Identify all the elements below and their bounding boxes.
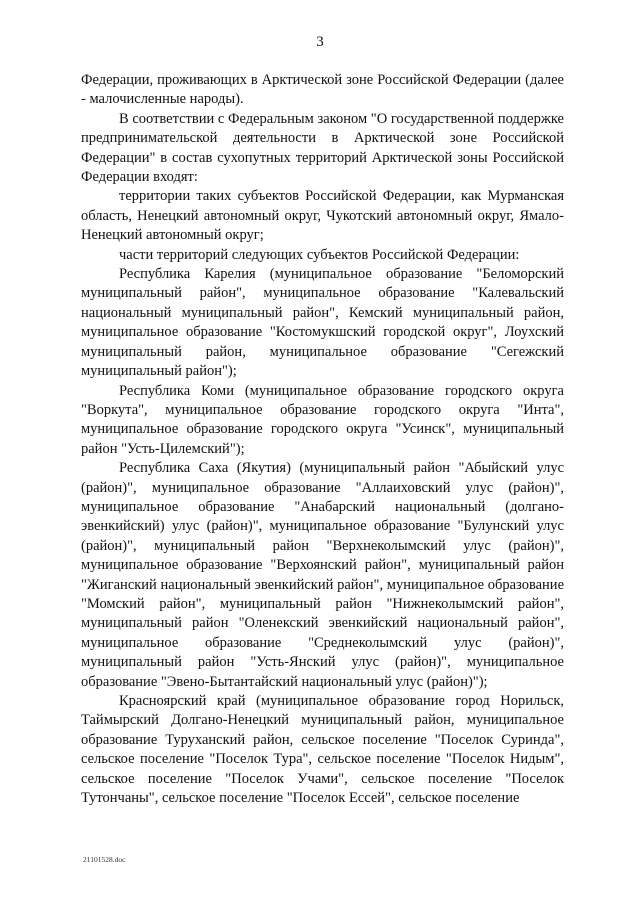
paragraph-full-subjects: территории таких субъектов Российской Федерации, как Мурманская область, Ненецкий автономный округ, Чукотский автономный округ, Ямало-Ненецкий автономный округ; xyxy=(81,188,564,244)
paragraph-komi: Республика Коми (муниципальное образование городского округа "Воркута", муниципальное образование городского округа "Инта", муниципальное образование городского округа "Усинск", муниципальный район "Усть-Цилемский"); xyxy=(81,382,564,457)
document-body xyxy=(81,71,564,808)
page-number: 3 xyxy=(316,34,324,50)
paragraph-krasnoyarsk: Красноярский край (муниципальное образование город Норильск, Таймырский Долгано-Ненецкий муниципальный район, муниципальное образование Туруханский район, сельское поселение "Поселок Суринда", сельское поселение "Поселок Тура", сельское поселение "Поселок Нидым", сельское поселение "Поселок Учами", сельское поселение "Поселок Тутончаны", сельское поселение "Поселок Ессей", сельское поселение xyxy=(81,693,564,807)
paragraph-partial-subjects: части территорий следующих субъектов Российской Федерации: xyxy=(119,246,520,263)
paragraph-yakutia: Республика Саха (Якутия) (муниципальный район "Абыйский улус (район)", муниципальное образование "Аллаиховский улус (район)", муниципальное образование "Анабарский национальный (долгано-эвенкийский) улус (район)", муниципальное образование "Булунский улус (район)", муниципальный район "Верхнеколымский улус (район)", муниципальное образование "Верхоянский район", муниципальный район "Жиганский национальный эвенкийский район", муниципальное образование "Момский район", муниципальный район "Нижнеколымский район", муниципальный район "Оленекский эвенкийский национальный район", муниципальное образование "Среднеколымский улус (район)", муниципальный район "Усть-Янский улус (район)", муниципальное образование "Эвено-Бытантайский национальный улус (район)"); xyxy=(81,460,564,690)
paragraph-karelia: Республика Карелия (муниципальное образование "Беломорский муниципальный район", муниципальное образование "Калевальский национальный муниципальный район", Кемский муниципальный район, муниципальное образование "Костомукшский городской округ", Лоухский муниципальный район, муниципальное образование "Сегежский муниципальный район"); xyxy=(81,266,564,380)
footer-file-code: 21101528.doc xyxy=(83,855,126,864)
paragraph-continuation: Федерации, проживающих в Арктической зоне Российской Федерации (далее - малочисленные народы). xyxy=(81,72,564,108)
paragraph-federal-law: В соответствии с Федеральным законом "О государственной поддержке предпринимательской деятельности в Арктической зоне Российской Федерации" в состав сухопутных территорий Арктической зоны Российской Федерации входят: xyxy=(81,110,564,186)
